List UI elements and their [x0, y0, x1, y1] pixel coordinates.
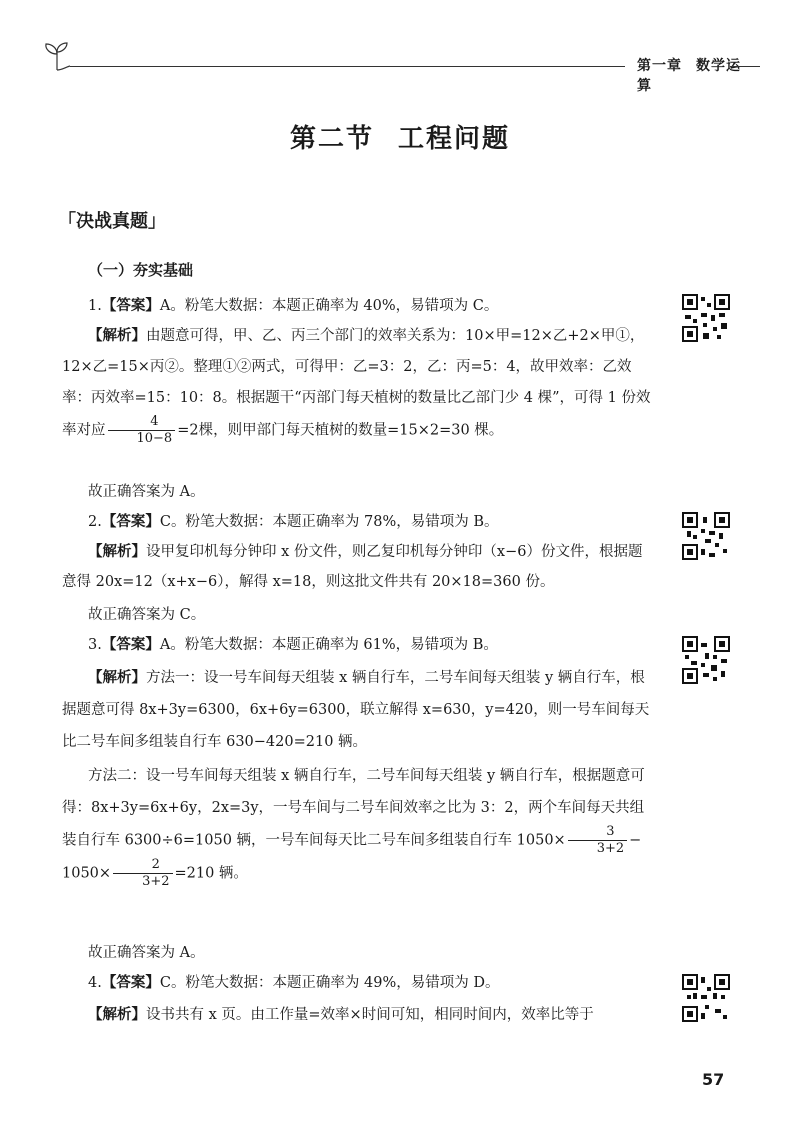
section-heading: 「决战真题」	[58, 211, 166, 232]
q4-explanation: 【解析】设书共有 x 页。由工作量=效率×时间可知，相同时间内，效率比等于	[88, 1007, 594, 1023]
q2-explanation: 【解析】设甲复印机每分钟印 x 份文件，则乙复印机每分钟印（x−6）份文件，根据题意得 20x=12（x+x−6），解得 x=18，则这批文件共有 20×18=360 份。	[62, 544, 643, 590]
qr-code-icon[interactable]	[682, 512, 730, 560]
q3-method1: 【解析】方法一：设一号车间每天组装 x 辆自行车，二号车间每天组装 y 辆自行车，根据题意可得 8x+3y=6300，6x+6y=6300，联立解得 x=630，y=420，则一号车间每天比二号车间多组装自行车 630−420=210 辆。	[62, 670, 650, 750]
qr-code-icon[interactable]	[682, 294, 730, 342]
qr-code-icon[interactable]	[682, 636, 730, 684]
q2-answer: 2.【答案】C。粉笔大数据：本题正确率为 78%，易错项为 B。	[88, 514, 499, 530]
q1-explanation: 【解析】由题意可得，甲、乙、丙三个部门的效率关系为：10×甲=12×乙+2×甲①，12×乙=15×丙②。整理①②两式，可得甲：乙=3：2，乙：丙=5：4，故甲效率：乙效率：丙效率=15：10：8。根据题干“丙部门每天植树的数量比乙部门少 4 棵”，可得 1 份效率对应 $\frac{4}{10-8}$ =2棵，则甲部门每天植树的数量=15×2=30 棵。	[62, 328, 651, 446]
header-rule-left	[70, 66, 625, 67]
header-rule-right	[730, 66, 760, 67]
page-title: 第二节 工程问题	[289, 124, 511, 154]
q1-conclusion: 故正确答案为 A。	[88, 484, 205, 500]
subsection-heading: （一）夯实基础	[88, 261, 194, 279]
sprout-icon	[40, 40, 74, 72]
fraction: $\frac{3}{3+2}$	[568, 824, 627, 857]
qr-code-icon[interactable]	[682, 974, 730, 1022]
chapter-label: 第一章 数学运算	[637, 58, 741, 94]
page-number: 57	[702, 1070, 725, 1089]
q2-conclusion: 故正确答案为 C。	[88, 607, 206, 623]
fraction: $\frac{4}{10-8}$	[108, 414, 176, 447]
q1-answer: 1.【答案】A。粉笔大数据：本题正确率为 40%，易错项为 C。	[88, 298, 499, 314]
q3-conclusion: 故正确答案为 A。	[88, 945, 205, 961]
page-header	[40, 40, 760, 94]
q3-answer: 3.【答案】A。粉笔大数据：本题正确率为 61%，易错项为 B。	[88, 637, 498, 653]
q4-answer: 4.【答案】C。粉笔大数据：本题正确率为 49%，易错项为 D。	[88, 975, 500, 991]
q3-method2: 方法二：设一号车间每天组装 x 辆自行车，二号车间每天组装 y 辆自行车，根据题意可得：8x+3y=6x+6y，2x=3y，一号车间与二号车间效率之比为 3：2，两个车间每天共组装自行车 6300÷6=1050 辆，一号车间每天比二号车间多组装自行车 1050× $\frac{3}{3+2}$ − 1050× $\frac{2}{3+2}$ =210 辆。	[62, 768, 645, 889]
fraction: $\frac{2}{3+2}$	[113, 857, 172, 890]
